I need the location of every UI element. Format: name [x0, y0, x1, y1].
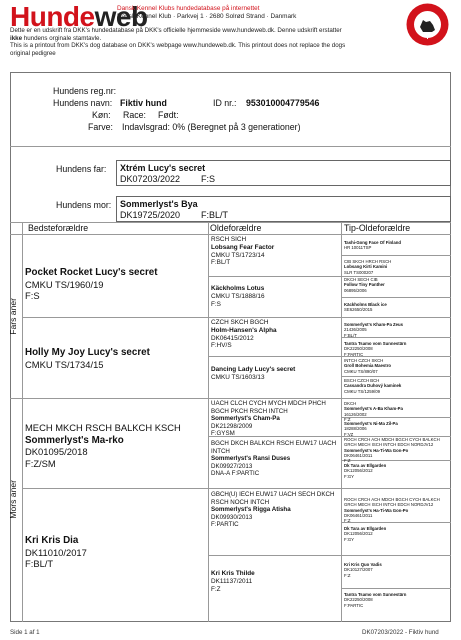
tip-info: F:Z [344, 416, 351, 422]
grandparent-info: F:BL/T [25, 558, 54, 569]
tip-ancestor [344, 463, 386, 479]
grid-line [10, 398, 451, 399]
tip-reg: DK10127/2007 [344, 567, 373, 573]
info: DNA-A F:PARTIC [211, 470, 260, 478]
disclaimer-line-3: This is a printout from DKK's dog database on DKK's webpage www.hundeweb.dk. This printout does not replace the dogs [10, 42, 346, 50]
great-grandparent-5 [211, 400, 326, 438]
reg: CMKU TS/1888/16 [211, 292, 265, 300]
tip-name: Sommerlyst's Kham-Pa Zeus [344, 322, 404, 327]
great-grandparent-8 [211, 570, 255, 593]
reg: DK11137/2011 [211, 577, 253, 585]
grandparent-reg: DK01095/2018 [25, 446, 88, 457]
tip-ancestor [344, 322, 403, 338]
mother-name: Sommerlyst's Bya [120, 199, 198, 209]
father-info: F:S [201, 174, 216, 184]
id-label: ID nr.: [213, 98, 237, 108]
titles: CZCH SKCH BGCH [211, 319, 269, 326]
mother-info: F:BL/T [201, 210, 229, 220]
titles: INTCH [211, 447, 230, 455]
grid-line [341, 376, 451, 377]
dkk-seal-icon [406, 3, 449, 46]
tip-name: Tashi-Gong Face Of Finland [344, 240, 401, 245]
tip-ancestor [344, 562, 382, 578]
mother-label: Hundens mor: [56, 200, 112, 210]
tip-ancestor [344, 421, 398, 437]
tip-name: Cassandra Duhový kaminek [344, 383, 402, 389]
tip-titles2: GRCH MECH ISCH INTCH EDCH NORDJV12 [344, 442, 434, 448]
great-grandparent-3 [211, 319, 277, 350]
name: Käckholms Lotus [211, 285, 265, 292]
tip-reg: DK22250/2008 [344, 346, 373, 352]
tip-ancestor [344, 437, 440, 463]
tip-name: Sommerlyst's Ha-Ti-Wa Gon-Po [344, 507, 409, 513]
grandparent-reg: CMKU TS/1960/19 [25, 278, 104, 290]
tip-ancestor [344, 526, 386, 542]
reg: CMKU TS/1603/13 [211, 373, 265, 381]
father-name: Xtrém Lucy's secret [120, 163, 206, 173]
disclaimer-line-2: hundens orginale stamtavle. [23, 34, 102, 42]
tip-name: Kri Kris Quo Vadis [344, 562, 382, 567]
tip-reg: DK06461/2011 [344, 512, 373, 518]
grid-line [22, 317, 451, 318]
dog-id: 953010004779546 [246, 98, 320, 108]
name: Sommerlyst's Rigga Atisha [211, 506, 291, 514]
reg: CMKU TS/1723/14 [211, 251, 265, 259]
tip-name: Dk Tara av Ellgarden [344, 526, 387, 531]
tip-info: F:GY [344, 536, 355, 542]
grandparent-name: Kri Kris Dia [25, 535, 79, 546]
tip-name: Sommerlyst's A-Ba Kham-Pa [344, 406, 403, 412]
titles: BGCH DKCH BALKCH RSCH EUW17 UACH [211, 440, 337, 447]
tip-ancestor [344, 592, 406, 608]
grandparent-info: F:Z/SM [25, 457, 56, 469]
born-label: Født: [158, 110, 179, 120]
grandparent-reg: CMKU TS/1734/15 [25, 358, 104, 370]
tip-reg: 21436/2005 [344, 327, 367, 333]
divider [10, 146, 451, 147]
tip-ancestor [344, 497, 440, 523]
tip-name: Groll Bohemia Maestro [344, 363, 392, 369]
grandparent-info: F:S [25, 290, 40, 301]
tip-reg: CMKU TS/890/07 [344, 368, 378, 374]
page-number: Side 1 af 1 [10, 629, 40, 636]
titles: RSCH SICH [211, 236, 247, 243]
tip-ancestor [344, 358, 391, 374]
father-label: Hundens far: [56, 164, 107, 174]
tip-titles: ROCH CRCH ACH MDCH BGCH CYCH BALKCH [344, 437, 440, 442]
mother-reg: DK19725/2020 [120, 210, 181, 220]
reg: DK09930/2013 [211, 513, 253, 521]
inbreeding: Indavlsgrad: 0% (Beregnet på 3 generationer) [122, 122, 301, 132]
side-label-mors: Mors aner [8, 480, 18, 519]
tip-ancestor [344, 378, 401, 394]
disclaimer-line-4: original pedigree [10, 49, 56, 57]
col-great-grandparents: Oldeforældre [210, 223, 262, 233]
tip-titles: DKCH [344, 401, 357, 406]
grandparent-3 [25, 422, 181, 469]
tip-reg: SLR TS000207 [344, 269, 374, 275]
grid-line [22, 488, 451, 489]
info: F:BL/T [211, 259, 231, 267]
col-great-great-grandparents: Tip-Oldeforældre [344, 223, 411, 233]
name: Sommerlyst's Cham-Pa [211, 415, 280, 423]
mother-box [116, 196, 451, 222]
grandparent-name: Sommerlyst's Ma-rko [25, 434, 124, 446]
sex-label: Køn: [92, 110, 111, 120]
grandparent-4 [25, 534, 87, 570]
tip-name: Dk Tara av Ellgarden [344, 463, 387, 468]
titles: UACH CLCH CYCH MYCH MDCH PHCH [211, 400, 326, 407]
reg: DK21298/2009 [211, 422, 253, 430]
color-label: Farve: [88, 122, 113, 132]
disclaimer-line-1: Dette er en udskrift fra DKK's hundedatabase på DKK's officielle hjemmeside www.hundeweb.dk. Denne udskrift erstatter [10, 27, 342, 34]
tip-name: Sommerlyst's Ha-Ti-Wa Gon-Po [344, 447, 409, 453]
father-box [116, 160, 451, 186]
tip-reg: DK22250/2008 [344, 597, 373, 603]
tip-ancestor [344, 401, 403, 422]
father-reg: DK07203/2022 [120, 174, 181, 184]
dog-name: Fiktiv hund [120, 98, 167, 108]
titles: GBCH(U) IECH EUW17 UACH SECH DKCH [211, 491, 335, 498]
tip-ancestor [344, 240, 401, 251]
footer-ref: DK07203/2022 - Fiktiv hund [362, 629, 439, 636]
grid-line [341, 588, 451, 589]
grandparent-1 [25, 266, 157, 302]
info: F:S [211, 300, 221, 308]
reg: DK09927/2013 [211, 462, 253, 470]
org-line-1: Dansk Kennel Klubs hundedatabase på internettet [117, 5, 260, 12]
tip-titles: DKCH SECH CIB [344, 277, 378, 282]
grandparent-name: Pocket Rocket Lucy's secret [25, 267, 158, 278]
tip-name: Sommerlyst's Ni-Ma Zil-Pa [344, 421, 398, 426]
tip-ancestor [344, 259, 391, 275]
grid-line [208, 276, 451, 277]
name: Kri Kris Thilde [211, 570, 255, 577]
name: Dancing Lady Lucy's secret [211, 366, 296, 373]
tip-name: Lobsang Kirti Kamini [344, 264, 388, 270]
tip-titles2: GRCH MECH ISCH INTCH EDCH NORDJV12 [344, 502, 434, 508]
great-grandparent-2 [211, 285, 265, 308]
tip-ancestor [344, 302, 387, 313]
grid-line [341, 255, 451, 256]
grid-line [341, 222, 342, 622]
tip-reg: 16126/2002 [344, 411, 367, 417]
great-grandparent-7 [211, 491, 334, 529]
grid-line [341, 297, 451, 298]
grandparent-name: Holly My Joy Lucy's secret [25, 347, 150, 358]
tip-info: F:Z [344, 518, 351, 524]
hundeweb-logo: Hundeweb [10, 1, 148, 32]
tip-info: F:VZ [344, 431, 354, 437]
breed-label: Race: [123, 110, 146, 120]
grandparent-2 [25, 346, 150, 370]
disclaimer-emphasis: ikke [10, 34, 23, 42]
col-grandparents: Bedsteforældre [28, 223, 89, 233]
name: Sommerlyst's Ransi Duses [211, 455, 291, 463]
titles: BGCH PKCH RSCH INTCH [211, 407, 288, 415]
reg-label: Hundens reg.nr: [53, 86, 117, 96]
tip-reg: 18288/2006 [344, 426, 367, 432]
disclaimer [10, 27, 390, 57]
info: F:HV/S [211, 342, 232, 350]
tip-info: F:Z [344, 572, 351, 578]
name-label: Hundens navn: [53, 98, 113, 108]
grandparent-titles: MECH MKCH RSCH BALKCH KSCH [25, 422, 181, 433]
divider [10, 234, 451, 235]
tip-reg: SE62650/2015 [344, 307, 373, 313]
tip-reg: DK12056/2012 [344, 468, 373, 474]
grid-line [22, 222, 23, 622]
great-grandparent-4 [211, 366, 295, 382]
great-grandparent-6 [211, 440, 336, 478]
info: F:PARTIC [211, 521, 239, 529]
side-label-fars: Fars aner [8, 298, 18, 335]
grid-line [208, 555, 451, 556]
tip-titles: ROCH CRCH ACH MDCH BGCH CYCH BALKCH [344, 497, 440, 502]
tip-titles: CIB SKCH HRCH RSCH [344, 259, 392, 264]
info: F:GYSM [211, 430, 235, 438]
tip-info: F:PARTIC [344, 602, 364, 608]
info: F:Z [211, 585, 221, 593]
titles: RSCH NOCH INTCH [211, 498, 270, 506]
tip-info: F:GY [344, 473, 355, 479]
tip-reg: DK06461/2011 [344, 452, 373, 458]
tip-info: F:PARTIC [344, 351, 364, 357]
reg: DK06415/2012 [211, 334, 254, 342]
tip-info: F:Z [344, 458, 351, 464]
org-line-2: Dansk Kennel Klub · Parkvej 1 · 2680 Solrød Strand · Danmark [117, 13, 297, 20]
tip-reg: DK12056/2012 [344, 531, 373, 537]
tip-name: Follow Tiny Panther [344, 282, 385, 288]
tip-name: Tantra Tsamo vom Sunnestärn [344, 341, 407, 346]
name: Holm-Hansen's Alpha [211, 326, 277, 334]
tip-name: Tantra Tsamo vom Sunnestärn [344, 592, 407, 597]
grid-line [208, 356, 451, 357]
tip-reg: CMKU TS/1259/09 [344, 388, 380, 394]
great-grandparent-1 [211, 236, 274, 267]
grid-line [208, 222, 209, 622]
tip-reg: HR 10011TSP [344, 245, 372, 251]
tip-ancestor [344, 341, 406, 357]
tip-reg: 06895/2006 [344, 287, 367, 293]
tip-ancestor [344, 277, 385, 293]
tip-name: Käckholms Black ice [344, 302, 387, 307]
tip-titles: INTCH CZCH SKCH [344, 358, 384, 363]
name: Lobsang Fear Factor [211, 243, 275, 251]
grandparent-reg: DK11010/2017 [25, 546, 87, 558]
tip-titles: BSCH CZCH BCH [344, 378, 380, 383]
tip-info: F:BL/T [344, 332, 357, 338]
